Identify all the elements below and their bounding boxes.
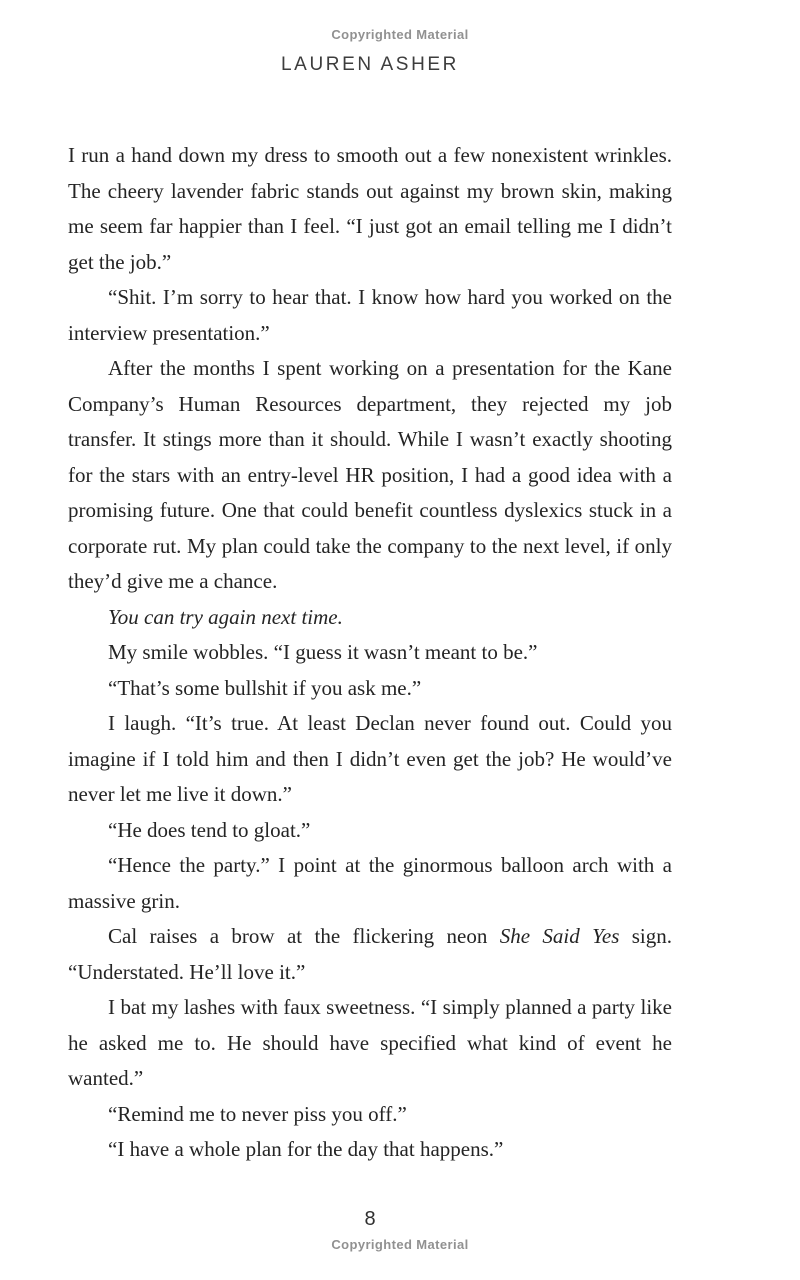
paragraph [68, 919, 672, 990]
copyright-notice-bottom: Copyrighted Material [331, 1237, 469, 1252]
paragraph: “Shit. I’m sorry to hear that. I know how hard you worked on the interview presentation.” [68, 285, 672, 345]
paragraph-internal-thought: You can try again next time. [108, 604, 343, 629]
paragraph: “That’s some bullshit if you ask me.” [108, 675, 422, 700]
paragraph: “Remind me to never piss you off.” [108, 1101, 407, 1126]
page-body [68, 138, 672, 1168]
paragraph: “He does tend to gloat.” [108, 817, 311, 842]
paragraph: I run a hand down my dress to smooth out a few nonexistent wrinkles. The cheery lavender fabric stands out against my brown skin, making me seem far happier than I feel. “I just got an email telling me I didn’t get the job.” [68, 143, 672, 274]
page-number: 8 [364, 1208, 376, 1230]
paragraph: I laugh. “It’s true. At least Declan never found out. Could you imagine if I told him and then I didn’t even get the job? He would’ve never let me live it down.” [68, 711, 672, 806]
paragraph: “I have a whole plan for the day that happens.” [108, 1137, 504, 1161]
paragraph: After the months I spent working on a presentation for the Kane Company’s Human Resources department, they rejected my job transfer. It stings more than it should. While I wasn’t exactly shooting for the stars with an entry-level HR position, I had a good idea with a promising future. One that could benefit countless dyslexics stuck in a corporate rut. My plan could take the company to the next level, if only they’d give me a chance. [68, 356, 672, 593]
paragraph: I bat my lashes with faux sweetness. “I simply planned a party like he asked me to. He should have specified what kind of event he wanted.” [68, 995, 672, 1090]
author-name: LAUREN ASHER [281, 54, 459, 75]
paragraph-text: Cal raises a brow at the flickering neon [108, 924, 500, 948]
paragraph-emphasis: She Said Yes [499, 924, 620, 948]
paragraph: My smile wobbles. “I guess it wasn’t meant to be.” [108, 640, 538, 664]
paragraph-text: sign. “Understated. He’ll love it.” [68, 924, 673, 984]
paragraph: “Hence the party.” I point at the ginormous balloon arch with a massive grin. [68, 853, 672, 913]
copyright-notice-top: Copyrighted Material [331, 27, 469, 42]
